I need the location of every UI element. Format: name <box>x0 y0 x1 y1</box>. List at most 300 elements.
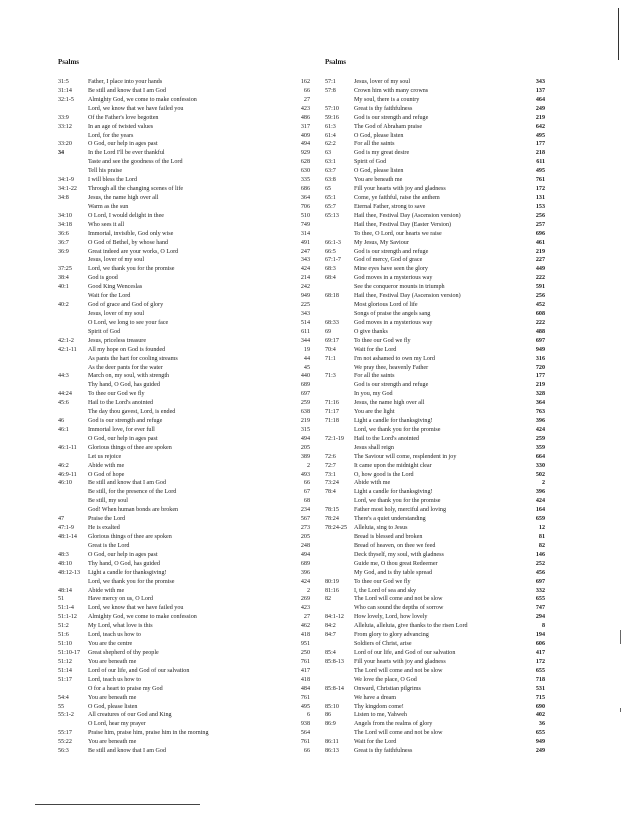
entry-hymn-number: 655 <box>535 730 545 737</box>
entry-reference: 36:6 <box>58 230 69 237</box>
index-entry <box>58 328 326 337</box>
entry-reference: 86:9 <box>325 721 336 728</box>
entry-reference: 86:11 <box>325 739 339 746</box>
entry-title: Lord, we thank you for the promise <box>88 578 175 585</box>
entry-title: All my hope on God is founded <box>88 346 166 353</box>
index-entry <box>58 711 326 720</box>
left-column <box>58 58 326 756</box>
index-entry <box>58 738 326 747</box>
entry-reference: 78:24 <box>325 516 339 523</box>
index-entry <box>58 479 326 488</box>
index-entry <box>58 105 326 114</box>
entry-reference: 86 <box>325 712 332 719</box>
entry-hymn-number: 630 <box>300 168 310 175</box>
entry-title: Taste and see the goodness of the Lord <box>88 159 183 166</box>
entry-hymn-number: 608 <box>535 310 545 317</box>
entry-hymn-number: 423 <box>300 105 310 112</box>
index-entry <box>58 515 326 524</box>
index-entry <box>58 256 326 265</box>
entry-reference: 65 <box>325 186 332 193</box>
entry-title: God of mercy, God of grace <box>354 257 423 264</box>
margin-tick-upper <box>620 630 621 644</box>
index-entry <box>58 435 326 444</box>
entry-title: Hail thee, Festival Day (Ascension version) <box>354 212 461 219</box>
index-entry <box>325 595 547 604</box>
entry-hymn-number: 761 <box>300 658 310 665</box>
entry-title: Alleluia, sing to Jesus <box>354 525 408 532</box>
entry-title: O Lord, hear my prayer <box>88 721 146 728</box>
index-entry <box>325 390 547 399</box>
entry-hymn-number: 494 <box>300 435 310 442</box>
entry-hymn-number: 409 <box>300 132 310 139</box>
index-entry <box>325 533 547 542</box>
entry-hymn-number: 172 <box>535 658 545 665</box>
entry-reference: 45:6 <box>58 400 69 407</box>
entry-hymn-number: 424 <box>300 578 310 585</box>
index-entry <box>325 319 547 328</box>
entry-title: We love the place, O God <box>354 676 417 683</box>
entry-title: Thy kingdom come! <box>354 703 404 710</box>
index-entry <box>325 551 547 560</box>
entry-hymn-number: 328 <box>535 391 545 398</box>
index-entry <box>325 711 547 720</box>
entry-title: Most glorious Lord of life <box>354 302 418 309</box>
entry-title: Great is thy faithfulness <box>354 748 413 755</box>
entry-title: Angels from the realms of glory <box>354 721 433 728</box>
entry-hymn-number: 248 <box>300 542 310 549</box>
index-entry <box>325 685 547 694</box>
entry-title: Great is thy faithfulness <box>354 105 413 112</box>
entry-reference: 63:8 <box>325 177 336 184</box>
entry-title: Jesus, lover of my soul <box>88 310 145 317</box>
entry-title: Glorious things of thee are spoken <box>88 534 172 541</box>
index-entry <box>58 310 326 319</box>
entry-reference: 63:7 <box>325 168 336 175</box>
index-entry <box>325 301 547 310</box>
entry-title: March on, my soul, with strength <box>88 373 170 380</box>
index-entry <box>58 337 326 346</box>
entry-reference: 55:17 <box>58 730 72 737</box>
entry-title: Light a candle for thanksgiving! <box>88 569 167 576</box>
entry-hymn-number: 343 <box>300 310 310 317</box>
index-entry <box>325 185 547 194</box>
entry-reference: 73:1 <box>325 471 336 478</box>
entry-reference: 72:6 <box>325 453 336 460</box>
entry-reference: 66:1-3 <box>325 239 341 246</box>
entry-title: O God, our help in ages past <box>88 551 158 558</box>
entry-hymn-number: 66 <box>303 748 310 755</box>
entry-hymn-number: 249 <box>535 748 545 755</box>
entry-hymn-number: 696 <box>535 230 545 237</box>
entry-title: God is good <box>88 275 118 282</box>
entry-reference: 85:8-14 <box>325 685 344 692</box>
entry-hymn-number: 690 <box>535 703 545 710</box>
entry-title: Fill your hearts with joy and gladness <box>354 658 446 665</box>
entry-reference: 51:17 <box>58 676 72 683</box>
entry-hymn-number: 218 <box>535 150 545 157</box>
entry-title: We pray thee, heavenly Father <box>354 364 429 371</box>
entry-reference: 82 <box>325 596 332 603</box>
index-entry <box>58 613 326 622</box>
entry-reference: 34:1-22 <box>58 186 77 193</box>
entry-hymn-number: 628 <box>300 159 310 166</box>
entry-reference: 44:24 <box>58 391 72 398</box>
index-entry <box>58 578 326 587</box>
entry-title: Immortal, invisible, God only wise <box>88 230 174 237</box>
entry-hymn-number: 219 <box>535 248 545 255</box>
entry-hymn-number: 225 <box>300 302 310 309</box>
index-entry <box>58 194 326 203</box>
margin-tick-lower <box>620 708 621 712</box>
index-entry <box>58 390 326 399</box>
entry-hymn-number: 718 <box>535 676 545 683</box>
entry-title: Fill your hearts with joy and gladness <box>354 186 446 193</box>
entry-title: To thee our God we fly <box>88 391 145 398</box>
footer-rule <box>35 804 200 805</box>
entry-title: Be still and know that I am God <box>88 87 167 94</box>
entry-title: Light a candle for thanksgiving! <box>354 418 433 425</box>
entry-title: Wait for the Lord <box>354 739 397 746</box>
entry-reference: 46:1 <box>58 426 69 433</box>
entry-hymn-number: 949 <box>535 346 545 353</box>
entry-title: Hail to the Lord's anointed <box>88 400 154 407</box>
entry-hymn-number: 146 <box>535 551 545 558</box>
entry-title: It came upon the midnight clear <box>354 462 432 469</box>
entry-title: You are beneath me <box>88 739 137 746</box>
entry-title: In the Lord I'll be ever thankful <box>88 150 165 157</box>
entry-hymn-number: 423 <box>300 605 310 612</box>
entry-hymn-number: 27 <box>303 614 310 621</box>
entry-title: Guide me, O thou great Redeemer <box>354 560 438 567</box>
entry-hymn-number: 66 <box>303 87 310 94</box>
entry-hymn-number: 177 <box>535 373 545 380</box>
entry-title: You are beneath me <box>88 658 137 665</box>
entry-title: Thy hand, O God, has guided <box>88 382 160 389</box>
index-entry <box>58 453 326 462</box>
index-entry <box>325 337 547 346</box>
entry-title: Who sees it all <box>88 221 125 228</box>
entry-hymn-number: 343 <box>535 79 545 85</box>
entry-reference: 33:9 <box>58 114 69 121</box>
entry-reference: 78:15 <box>325 507 339 514</box>
entry-hymn-number: 484 <box>300 685 310 692</box>
index-entry <box>58 283 326 292</box>
entry-hymn-number: 205 <box>300 534 310 541</box>
index-entry <box>58 346 326 355</box>
entry-reference: 48:14 <box>58 587 72 594</box>
index-entry <box>58 158 326 167</box>
entry-title: Wait for the Lord <box>88 293 131 300</box>
entry-hymn-number: 44 <box>303 355 310 362</box>
entry-title: Tell his praise <box>88 168 123 175</box>
entry-title: Lord, we know that we have failed you <box>88 105 184 112</box>
entry-hymn-number: 364 <box>535 400 545 407</box>
entry-hymn-number: 449 <box>535 266 545 273</box>
index-entry <box>325 676 547 685</box>
entry-title: Jesus, the name high over all <box>354 400 425 407</box>
entry-title: Warm as the sun <box>88 203 129 210</box>
entry-reference: 72:7 <box>325 462 336 469</box>
index-entry <box>58 542 326 551</box>
entry-reference: 59:16 <box>325 114 339 121</box>
index-entry <box>58 604 326 613</box>
entry-hymn-number: 162 <box>300 79 310 85</box>
entry-reference: 46:9-11 <box>58 471 77 478</box>
entry-hymn-number: 250 <box>300 650 310 656</box>
entry-hymn-number: 269 <box>300 596 310 603</box>
entry-title: You are the centre <box>88 641 133 648</box>
entry-title: Father, I place into your hands <box>88 79 163 85</box>
index-entry <box>325 248 547 257</box>
index-entry <box>58 239 326 248</box>
entry-reference: 51:10-17 <box>58 650 81 656</box>
entry-hymn-number: 359 <box>535 444 545 451</box>
entry-hymn-number: 259 <box>300 400 310 407</box>
entry-reference: 51:10 <box>58 641 72 648</box>
entry-title: In an age of twisted values <box>88 123 154 130</box>
index-entry <box>325 256 547 265</box>
entry-title: The God of Abraham praise <box>354 123 423 130</box>
entry-title: Almighty God, we come to make confession <box>88 96 197 103</box>
entry-hymn-number: 396 <box>300 569 310 576</box>
entry-hymn-number: 214 <box>300 275 310 282</box>
index-entry <box>325 435 547 444</box>
index-entry <box>325 283 547 292</box>
entry-title: Let us rejoice <box>88 453 122 460</box>
entry-reference: 54:4 <box>58 694 69 701</box>
entry-hymn-number: 606 <box>535 641 545 648</box>
entry-reference: 55 <box>58 703 65 710</box>
index-entry <box>58 471 326 480</box>
index-entry <box>58 720 326 729</box>
entry-hymn-number: 440 <box>300 373 310 380</box>
entry-reference: 42:1-2 <box>58 337 74 344</box>
entry-hymn-number: 317 <box>300 123 310 130</box>
index-entry <box>58 640 326 649</box>
entry-hymn-number: 2 <box>541 480 545 487</box>
entry-hymn-number: 502 <box>535 471 545 478</box>
index-entry <box>58 649 326 658</box>
index-entry <box>58 747 326 756</box>
entry-reference: 78:24-25 <box>325 525 348 532</box>
entry-hymn-number: 761 <box>300 739 310 746</box>
entry-title: O God, our help in ages past <box>88 435 158 442</box>
entry-title: Lord of our life, and God of our salvation <box>88 667 190 674</box>
index-entry <box>58 96 326 105</box>
entry-reference: 37:25 <box>58 266 72 273</box>
entry-hymn-number: 689 <box>300 560 310 567</box>
index-entry <box>325 604 547 613</box>
entry-hymn-number: 389 <box>300 453 310 460</box>
entry-reference: 51:12 <box>58 658 72 665</box>
index-entry <box>58 167 326 176</box>
entry-reference: 84:7 <box>325 632 336 639</box>
index-entry <box>58 399 326 408</box>
entry-hymn-number: 219 <box>300 418 310 425</box>
entry-title: God of grace and God of glory <box>88 302 164 309</box>
entry-hymn-number: 591 <box>535 284 545 291</box>
entry-hymn-number: 686 <box>300 186 310 193</box>
entry-reference: 80:19 <box>325 578 339 585</box>
entry-reference: 69 <box>325 328 332 335</box>
entry-title: O God, please listen <box>88 703 138 710</box>
entry-hymn-number: 452 <box>535 302 545 309</box>
index-entry <box>325 453 547 462</box>
entry-hymn-number: 67 <box>303 489 310 496</box>
entry-reference: 71:16 <box>325 400 339 407</box>
entry-hymn-number: 177 <box>535 141 545 148</box>
index-entry <box>325 408 547 417</box>
entry-title: Through all the changing scenes of life <box>88 186 184 193</box>
entry-hymn-number: 314 <box>300 230 310 237</box>
entry-hymn-number: 761 <box>300 694 310 701</box>
entry-hymn-number: 638 <box>300 409 310 416</box>
entry-title: Be still, my soul <box>88 498 128 505</box>
entry-hymn-number: 219 <box>535 382 545 389</box>
entry-reference: 48:3 <box>58 551 69 558</box>
entry-title: To thee our God we fly <box>354 578 411 585</box>
entry-reference: 31:14 <box>58 87 72 94</box>
entry-hymn-number: 697 <box>535 578 545 585</box>
index-entry <box>58 78 326 87</box>
entry-hymn-number: 464 <box>535 96 545 103</box>
entry-hymn-number: 763 <box>535 409 545 416</box>
entry-title: Lord, teach us how to <box>88 632 141 639</box>
entry-hymn-number: 664 <box>535 453 545 460</box>
index-entry <box>325 381 547 390</box>
entry-hymn-number: 45 <box>303 364 310 371</box>
entry-title: God is our strength and refuge <box>354 114 429 121</box>
index-entry <box>325 265 547 274</box>
entry-title: Abide with me <box>88 462 125 469</box>
entry-reference: 34 <box>58 150 65 157</box>
index-entry <box>325 703 547 712</box>
entry-reference: 85:10 <box>325 703 339 710</box>
entry-title: Jesus shall reign <box>354 444 394 451</box>
entry-hymn-number: 720 <box>535 364 545 371</box>
entry-hymn-number: 131 <box>535 194 545 201</box>
entry-hymn-number: 315 <box>300 426 310 433</box>
entry-hymn-number: 514 <box>300 319 310 326</box>
entry-title: Lord, for the years <box>88 132 134 139</box>
entry-reference: 71:3 <box>325 373 336 380</box>
entry-reference: 34:1-9 <box>58 177 74 184</box>
index-entry <box>325 640 547 649</box>
entry-title: He is exalted <box>88 525 120 532</box>
index-entry <box>58 676 326 685</box>
entry-hymn-number: 172 <box>535 186 545 193</box>
entry-title: Who can sound the depths of sorrow <box>354 605 444 612</box>
entry-title: Lord, we thank you for the promise <box>354 426 441 433</box>
entry-hymn-number: 456 <box>535 569 545 576</box>
entry-hymn-number: 259 <box>535 435 545 442</box>
entry-title: God moves in a mysterious way <box>354 275 433 282</box>
entry-hymn-number: 219 <box>535 114 545 121</box>
entry-reference: 34:10 <box>58 212 72 219</box>
entry-hymn-number: 461 <box>535 239 545 246</box>
entry-hymn-number: 194 <box>535 632 545 639</box>
entry-title: Great indeed are your works, O Lord <box>88 248 179 255</box>
entry-title: Lord, we thank you for the promise <box>88 266 175 273</box>
entry-title: Spirit of God <box>354 159 387 166</box>
entry-reference: 34:8 <box>58 194 69 201</box>
entry-hymn-number: 249 <box>535 105 545 112</box>
entry-reference: 68:4 <box>325 275 336 282</box>
entry-hymn-number: 494 <box>300 551 310 558</box>
entry-title: My soul, there is a country <box>354 96 420 103</box>
index-entry <box>325 123 547 132</box>
index-entry <box>325 515 547 524</box>
index-entry <box>58 132 326 141</box>
entry-title: Wait for the Lord <box>354 346 397 353</box>
entry-reference: 51:1-4 <box>58 605 74 612</box>
entry-title: O God, our help in ages past <box>88 141 158 148</box>
entry-reference: 67:1-7 <box>325 257 341 264</box>
entry-title: O God of Bethel, by whose hand <box>88 239 169 246</box>
entry-reference: 47 <box>58 516 65 523</box>
entry-hymn-number: 227 <box>535 257 545 264</box>
entry-title: Jesus, lover of my soul <box>354 79 411 85</box>
entry-title: All creatures of our God and King <box>88 712 172 719</box>
entry-reference: 48:12-13 <box>58 569 81 576</box>
index-entry <box>325 274 547 283</box>
entry-reference: 33:20 <box>58 141 72 148</box>
entry-title: Hail thee, Festival Day (Ascension version) <box>354 293 461 300</box>
entry-title: Lord, teach us how to <box>88 676 141 683</box>
entry-hymn-number: 951 <box>300 641 310 648</box>
index-entry <box>325 346 547 355</box>
entry-title: Almighty God, we come to make confession <box>88 614 197 621</box>
entry-title: For all the saints <box>354 373 395 380</box>
entry-title: As the deer pants for the water <box>88 364 163 371</box>
index-entry <box>58 631 326 640</box>
entry-hymn-number: 706 <box>300 203 310 210</box>
entry-hymn-number: 2 <box>306 587 310 594</box>
entry-title: My Lord, what love is this <box>88 623 153 630</box>
entry-title: To thee our God we fly <box>354 337 411 344</box>
entry-reference: 44:3 <box>58 373 69 380</box>
entry-title: Lord, we know that we have failed you <box>88 605 184 612</box>
right-column-heading: Psalms <box>325 58 346 66</box>
index-entry <box>58 230 326 239</box>
index-entry <box>325 132 547 141</box>
index-entry <box>325 667 547 676</box>
entry-hymn-number: 949 <box>300 293 310 300</box>
entry-title: See the conqueror mounts in triumph <box>354 284 445 291</box>
entry-title: Good King Wenceslas <box>88 284 143 291</box>
entry-title: Bread of heaven, on thee we feed <box>354 542 436 549</box>
index-entry <box>58 372 326 381</box>
entry-title: Be still and know that I am God <box>88 748 167 755</box>
index-entry <box>325 729 547 738</box>
entry-reference: 68:3 <box>325 266 336 273</box>
index-entry <box>325 140 547 149</box>
entry-hymn-number: 12 <box>538 525 545 532</box>
entry-hymn-number: 642 <box>535 123 545 130</box>
index-entry <box>325 239 547 248</box>
entry-hymn-number: 495 <box>300 703 310 710</box>
entry-title: Great is the Lord <box>88 542 130 549</box>
entry-reference: 73:24 <box>325 480 339 487</box>
index-entry <box>58 203 326 212</box>
entry-reference: 71:17 <box>325 409 339 416</box>
entry-hymn-number: 81 <box>538 534 545 541</box>
entry-title: O God of hope <box>88 471 125 478</box>
entry-hymn-number: 316 <box>535 355 545 362</box>
entry-hymn-number: 715 <box>535 694 545 701</box>
entry-reference: 65:1 <box>325 194 336 201</box>
entry-hymn-number: 294 <box>535 614 545 621</box>
